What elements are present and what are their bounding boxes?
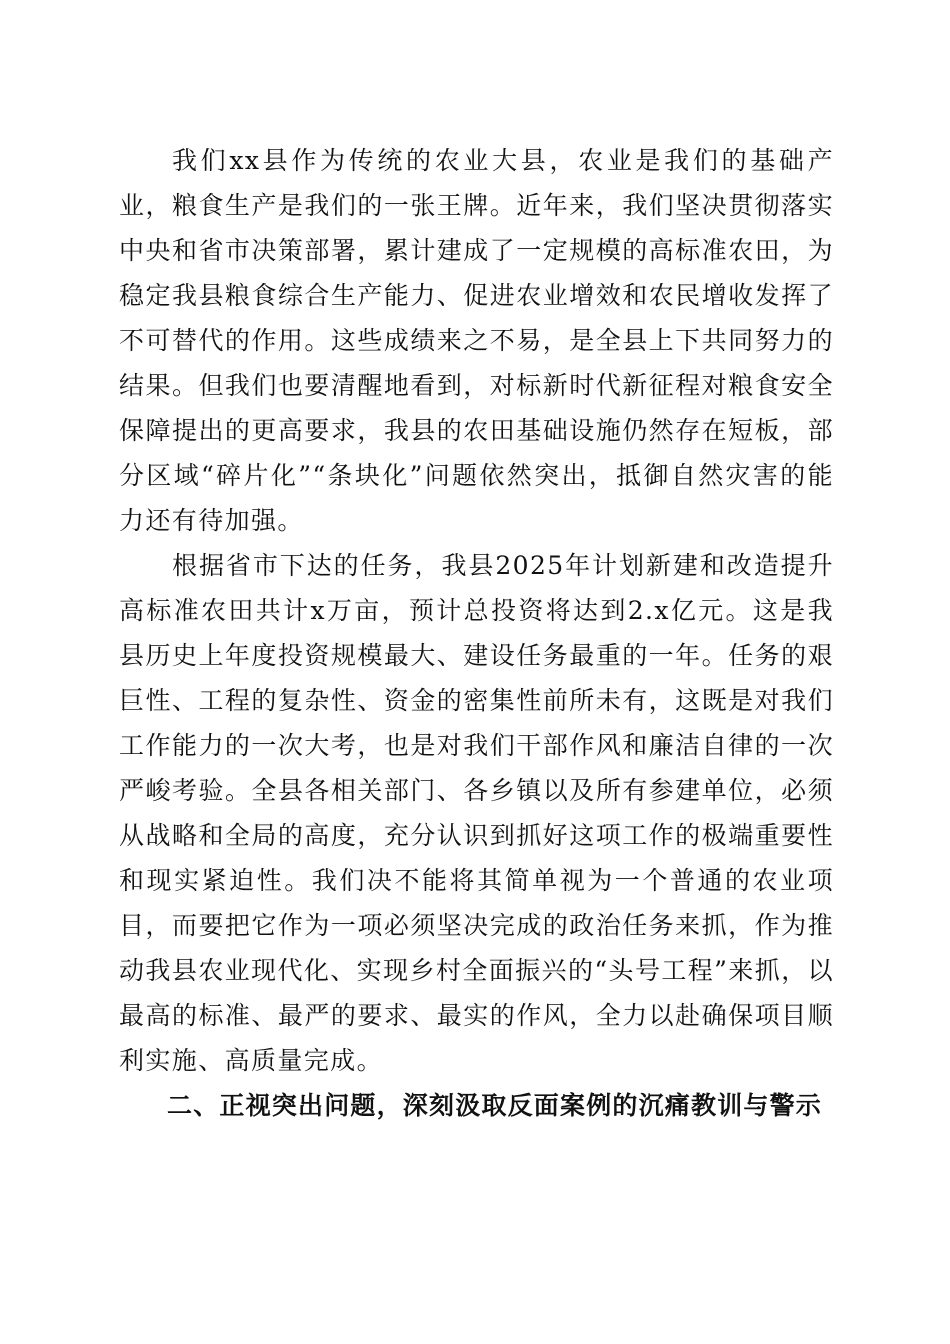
paragraph-1: 我们xx县作为传统的农业大县，农业是我们的基础产业，粮食生产是我们的一张王牌。近年来，我们坚决贯彻落实中央和省市决策部署，累计建成了一定规模的高标准农田，为稳定我县粮食综合生产能力、促进农业增效和农民增收发挥了不可替代的作用。这些成绩来之不易，是全县上下共同努力的结果。但我们也要清醒地看到，对标新时代新征程对粮食安全保障提出的更高要求，我县的农田基础设施仍然存在短板，部分区域“碎片化”“条块化”问题依然突出，抵御自然灾害的能力还有待加强。 — [119, 146, 834, 535]
paragraph-2: 根据省市下达的任务，我县2025年计划新建和改造提升高标准农田共计x万亩，预计总投资将达到2.x亿元。这是我县历史上年度投资规模最大、建设任务最重的一年。任务的艰巨性、工程的复杂性、资金的密集性前所未有，这既是对我们工作能力的一次大考，也是对我们干部作风和廉洁自律的一次严峻考验。全县各相关部门、各乡镇以及所有参建单位，必须从战略和全局的高度，充分认识到抓好这项工作的极端重要性和现实紧迫性。我们决不能将其简单视为一个普通的农业项目，而要把它作为一项必须坚决完成的政治任务来抓，作为推动我县农业现代化、实现乡村全面振兴的“头号工程”来抓，以最高的标准、最严的要求、最实的作风，全力以赴确保项目顺利实施、高质量完成。 — [119, 551, 834, 1075]
document-body — [119, 138, 834, 1128]
section-heading: 二、正视突出问题，深刻汲取反面案例的沉痛教训与警示 — [167, 1091, 823, 1120]
